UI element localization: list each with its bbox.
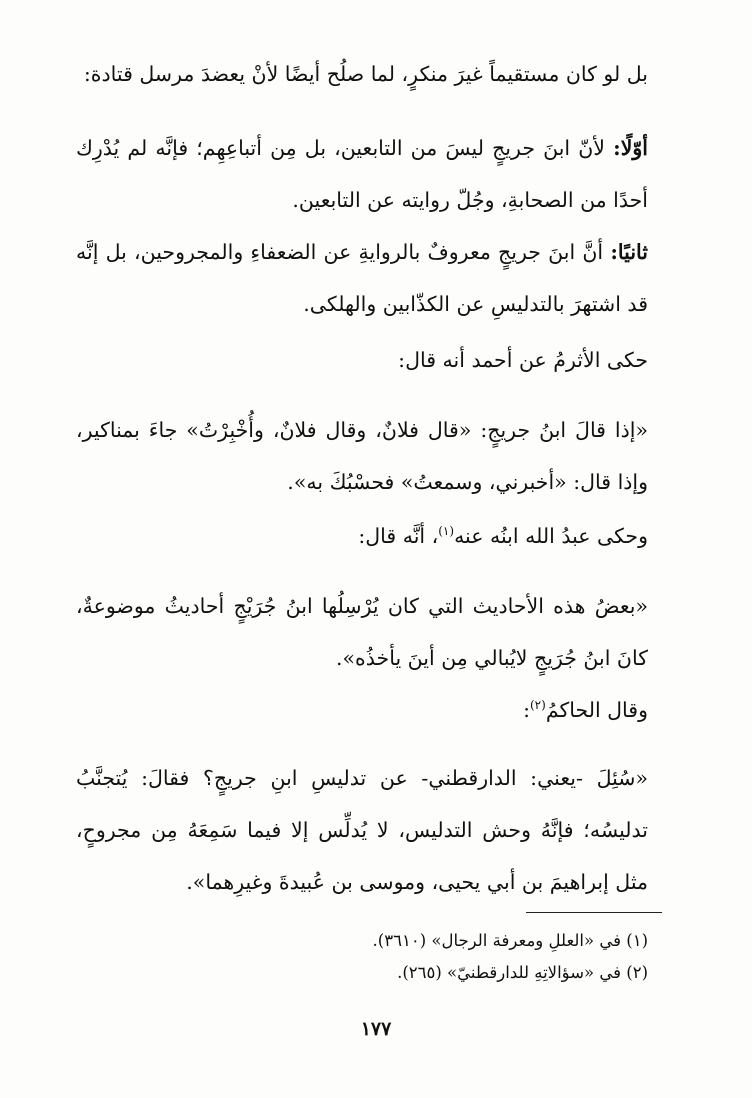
footnote-ref-2[interactable]: (٢) [529, 698, 546, 713]
abdullah-intro-tail: ، أنَّه قال: [358, 524, 439, 548]
footnote-ref-1[interactable]: (١) [438, 524, 455, 539]
page-number: ١٧٧ [360, 1018, 392, 1040]
footnote-1: (١) في «العللِ ومعرفة الرجال» (٣٦١٠). [372, 931, 648, 950]
first-reason-text: لأنّ ابنَ جريجٍ ليسَ من التابعين، بل مِن أتباعِهِم؛ فإنَّه لم يُدْرِك أحدًا من الصحابةِ، وجُلّ روايته عن التابعين. [76, 136, 648, 212]
paragraph-hakim-intro [76, 684, 648, 736]
hakim-intro-tail: : [523, 698, 530, 722]
paragraph-first-reason [76, 122, 648, 226]
paragraph-athram-intro: حكى الأثرمُ عن أحمد أنه قال: [398, 348, 648, 372]
paragraph-ahmad-quote: «إذا قالَ ابنُ جريجٍ: «قال فلانٌ، وقال فلانٌ، وأُخْبِرْتُ» جاءَ بمناكير، وإذا قال: «أخبرني، وسمعتُ» فحسْبُكَ به». [76, 418, 648, 494]
hakim-intro-text: وقال الحاكمُ [545, 698, 648, 722]
footnote-divider [526, 912, 662, 913]
paragraph-daraqutni-quote: «سُئِلَ -يعني: الدارقطني- عن تدليسِ ابنِ جريجٍ؟ فقالَ: يُتجنَّبُ تدليسُه؛ فإنَّهُ وحش التدليس، لا يُدلِّس إلا فيما سَمِعَهُ مِن مجروحٍ، مثل إبراهيمَ بن أبي يحيى، وموسى بن عُبيدةَ وغيرِهما». [76, 766, 648, 894]
footnote-2: (٢) في «سؤالاتِهِ للدارقطنيّ» (٢٦٥). [397, 963, 648, 982]
paragraph-second-reason [76, 226, 648, 330]
abdullah-intro-text: وحكى عبدُ الله ابنُه عنه [454, 524, 648, 548]
paragraph-abdullah-intro [76, 510, 648, 562]
paragraph-abdullah-quote: «بعضُ هذه الأحاديث التي كان يُرْسِلُها ابنُ جُرَيْجٍ أحاديثُ موضوعةٌ، كانَ ابنُ جُرَيجٍ لايُبالي مِن أينَ يأخذُه». [76, 594, 648, 670]
second-reason-text: أنَّ ابنَ جريجٍ معروفٌ بالروايةِ عن الضعفاءِ والمجروحين، بل إنَّه قد اشتهرَ بالتدليسِ عن الكذّابين والهلكى. [76, 240, 648, 316]
second-reason-lead: ثانيًا: [610, 240, 648, 264]
first-reason-lead: أوّلًا: [613, 136, 648, 160]
paragraph-intro: بل لو كان مستقيماً غيرَ منكرٍ، لما صلُح أيضًا لأنْ يعضدَ مرسل قتادة: [83, 62, 648, 86]
